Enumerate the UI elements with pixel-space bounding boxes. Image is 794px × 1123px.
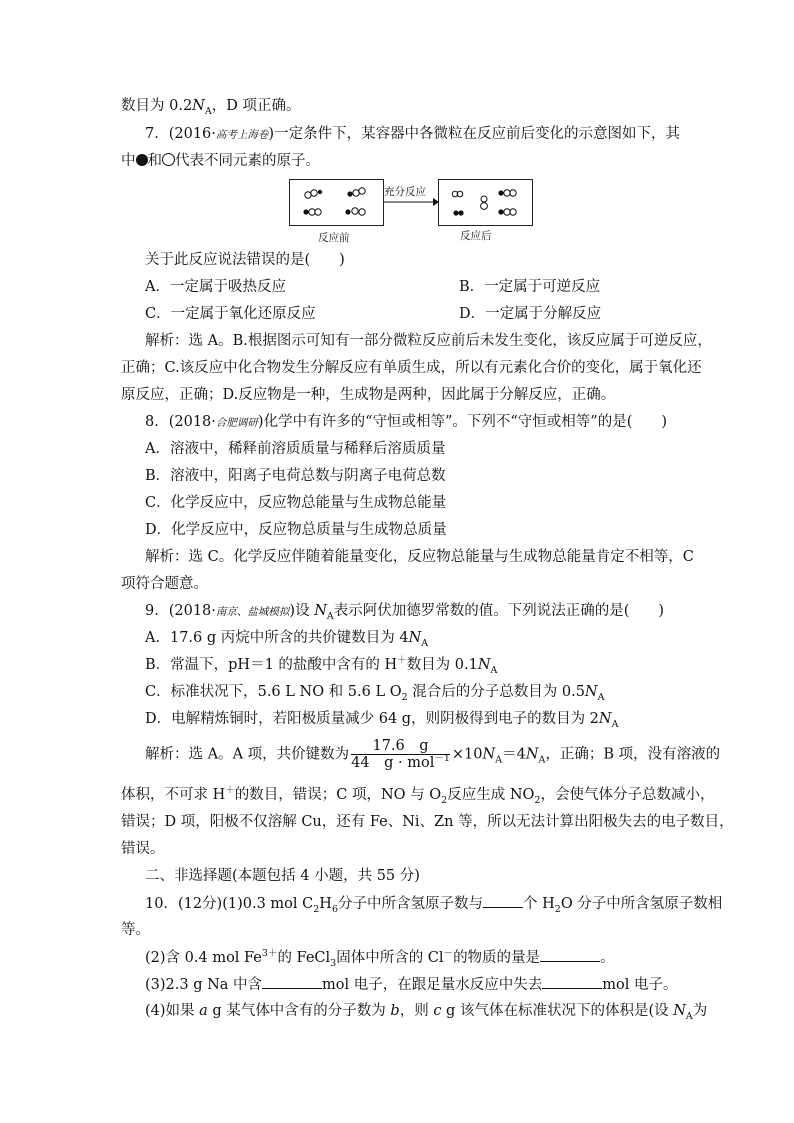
analysis-line: 错误。 <box>121 841 165 857</box>
after-label: 反应后 <box>460 230 492 242</box>
option-c: C．化学反应中，反应物总能量与生成物总能量 <box>145 495 447 511</box>
analysis-line: 原反应，正确；D.反应物是一种，生成物是两种，因此属于分解反应，正确。 <box>121 387 616 403</box>
analysis-line: 错误；D 项，阳极不仅溶解 Cu，还有 Fe、Ni、Zn 等，所以无法计算出阳极失去的电子数目， <box>121 814 734 830</box>
arrow-label: 充分反应 <box>384 186 426 198</box>
question-9-stem: 9．(2018·南京、盐城模拟)设 $N_A$表示阿伏加德罗常数的值。下列说法正确的是( ) <box>145 603 665 622</box>
option-a: A．一定属于吸热反应 <box>145 279 286 295</box>
analysis-line: 正确；C.该反应中化合物发生分解反应有单质生成，所以有元素化合价的变化，属于氧化还 <box>121 360 702 376</box>
option-b: B．溶液中，阳离子电荷总数与阴离子电荷总数 <box>145 468 446 484</box>
question-10-part-1: 10．(12分)(1)0.3 mol $C_2H_6$分子中所含氢原子数与 个 $H_2O$ 分子中所含氢原子数相 <box>145 893 674 914</box>
question-7-ask: 关于此反应说法错误的是( ) <box>145 252 345 268</box>
option-d: D．化学反应中，反应物总质量与生成物总质量 <box>145 522 447 538</box>
option-a: A．溶液中，稀释前溶质质量与稀释后溶质质量 <box>145 441 446 457</box>
answer-blank[interactable] <box>542 974 602 989</box>
reaction-arrow-icon <box>383 197 439 207</box>
question-8-stem: 8．(2018·合肥调研)化学中有许多的“守恒或相等”。下列不“守恒或相等”的是( ) <box>145 414 668 430</box>
black-atom-icon <box>136 154 148 166</box>
question-7-stem: 7．(2016·高考上海卷)一定条件下，某容器中各微粒在反应前后变化的示意图如下，其 <box>145 126 681 142</box>
option-a: A．17.6 g 丙烷中所含的共价键数目为 $4N_A$ <box>145 630 429 649</box>
option-d: D．电解精炼铜时，若阳极质量减少 64 g，则阴极得到电子的数目为 $2N_A$ <box>145 711 619 730</box>
question-10-part-4: (4)如果 a g 某气体中含有的分子数为 b，则 c g 该气体在标准状况下的体积是(设 $N_A$为 <box>145 1003 708 1022</box>
section-heading: 二、非选择题(本题包括 4 小题，共 55 分) <box>145 868 420 884</box>
before-molecules-icon <box>290 180 383 225</box>
question-10-part-2: (2)含 0.4 mol $Fe^{3+}$的 FeCl$_3$固体中所含的 Cl－的物质的量是 。 <box>145 948 615 969</box>
after-reaction-box <box>438 179 533 226</box>
after-molecules-icon <box>439 180 532 225</box>
question-7-stem-2: 中 和 代表不同元素的原子。 <box>121 153 320 169</box>
analysis-line: 项符合题意。 <box>121 576 208 592</box>
option-d: D．一定属于分解反应 <box>459 306 602 322</box>
white-atom-icon <box>162 153 175 166</box>
option-b: B．一定属于可逆反应 <box>459 279 601 295</box>
answer-blank[interactable] <box>540 947 600 962</box>
option-b: B．常温下，pH＝1 的盐酸中含有的 H＋数目为 $0.1N_A$ <box>145 655 498 676</box>
analysis-line: 解析：选 C。化学反应伴随着能量变化，反应物总能量与生成物总能量肯定不相等，C <box>145 549 694 565</box>
analysis-line: 解析：选 A。B.根据图示可知有一部分微粒反应前后未发生变化，该反应属于可逆反应， <box>145 333 712 349</box>
analysis-line: 解析：选 A。A 项，共价键数为 $\frac{17.6 g}{44 g \cdot mol^{-1}}$ $\times 10N_A=4N_A$，正确；B 项，没有溶液的 <box>145 738 721 771</box>
fraction: $\frac{17.6 g}{44 g \cdot mol^{-1}}$ <box>351 738 450 771</box>
answer-blank[interactable] <box>262 974 322 989</box>
text-line: 数目为 $0.2N_A$，D 项正确。 <box>121 98 301 117</box>
before-reaction-box <box>289 179 384 226</box>
option-c: C．一定属于氧化还原反应 <box>145 306 316 322</box>
question-10-part-3: (3)2.3 g Na 中含 mol 电子，在跟足量水反应中失去 mol 电子。 <box>145 974 678 995</box>
analysis-line: 体积，不可求 H＋的数目，错误；C 项，NO 与 $O_2$反应生成 $NO_2$，会使气体分子总数减小， <box>121 785 715 806</box>
answer-blank[interactable] <box>483 893 523 908</box>
question-10-part-1-cont: 等。 <box>121 922 150 938</box>
option-c: C．标准状况下，5.6 L NO 和 5.6 L $O_2$ 混合后的分子总数目为 $0.5N_A$ <box>145 684 605 703</box>
before-label: 反应前 <box>318 232 350 244</box>
